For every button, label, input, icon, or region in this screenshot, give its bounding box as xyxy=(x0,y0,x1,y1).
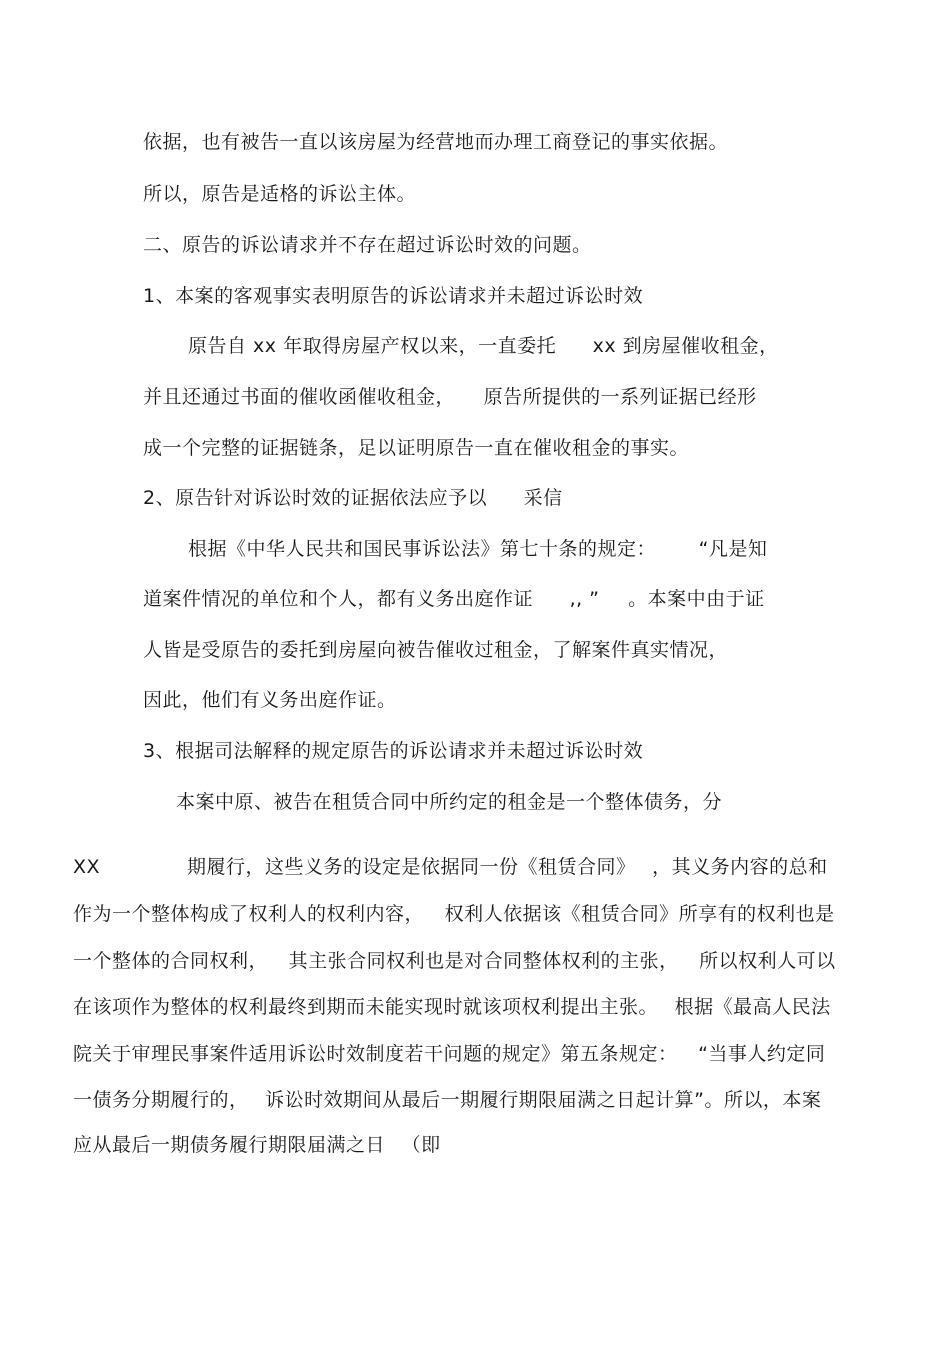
text-segment: 一个整体的合同权利， xyxy=(73,950,269,972)
text-line xyxy=(73,901,835,927)
text-segment: XX xyxy=(73,856,101,878)
text-line xyxy=(143,384,757,410)
text-line xyxy=(73,854,828,880)
section-heading: 二、原告的诉讼请求并不存在超过诉讼时效的问题。 xyxy=(143,234,592,256)
text-segment: （即 xyxy=(401,1134,441,1156)
text-segment: 院关于审理民事案件适用诉讼时效制度若干问题的规定》第五条规定： xyxy=(73,1043,678,1065)
text-segment: 权利人依据该《租赁合同》所享有的权利也是 xyxy=(444,903,835,925)
text-segment: 道案件情况的单位和个人，都有义务出庭作证 xyxy=(143,588,534,610)
text-line xyxy=(73,1132,441,1158)
text-segment: 在该项作为整体的权利最终到期而未能实现时就该项权利提出主张。 xyxy=(73,996,659,1018)
text-segment: 期履行，这些义务的设定是依据同一份《租赁合同》 xyxy=(187,856,636,878)
text-segment: 原告自 xx 年取得房屋产权以来，一直委托 xyxy=(188,335,557,357)
text-segment: 原告所提供的一系列证据已经形 xyxy=(483,386,757,408)
text-segment: 一债务分期履行的， xyxy=(73,1089,249,1111)
text-line: 因此，他们有义务出庭作证。 xyxy=(143,689,397,711)
subsection-heading: 3、根据司法解释的规定原告的诉讼请求并未超过诉讼时效 xyxy=(143,740,644,762)
text-segment: 采信 xyxy=(523,487,563,509)
text-line xyxy=(188,333,779,359)
text-segment: ，其义务内容的总和 xyxy=(652,856,828,878)
text-segment: 并且还通过书面的催收函催收租金， xyxy=(143,386,456,408)
subsection-heading: 1、本案的客观事实表明原告的诉讼请求并未超过诉讼时效 xyxy=(143,285,644,307)
text-line xyxy=(73,948,836,974)
text-line: 依据，也有被告一直以该房屋为经营地而办理工商登记的事实依据。 xyxy=(143,131,729,153)
text-line xyxy=(143,586,765,612)
text-segment: 所以权利人可以 xyxy=(699,950,836,972)
subsection-heading xyxy=(143,485,563,511)
text-segment: 诉讼时效期间从最后一期履行期限届满之日起计算”。所以，本案 xyxy=(265,1089,822,1111)
text-line xyxy=(73,1087,821,1113)
text-line: 人皆是受原告的委托到房屋向被告催收过租金，了解案件真实情况， xyxy=(143,639,729,661)
text-segment: “凡是知 xyxy=(698,538,768,560)
text-line xyxy=(73,1041,825,1067)
text-segment: 作为一个整体构成了权利人的权利内容， xyxy=(73,903,425,925)
text-segment: xx 到房屋催收租金， xyxy=(592,335,779,357)
text-line: 本案中原、被告在租赁合同中所约定的租金是一个整体债务，分 xyxy=(176,791,723,813)
text-segment: 其主张合同权利也是对合同整体权利的主张， xyxy=(288,950,679,972)
text-segment: “当事人约定同 xyxy=(698,1043,826,1065)
text-segment: 2、原告针对诉讼时效的证据依法应予以 xyxy=(143,487,488,509)
text-segment: 根据《最高人民法 xyxy=(674,996,831,1018)
text-segment: ,, ” xyxy=(569,588,600,610)
text-segment: 应从最后一期债务履行期限届满之日 xyxy=(73,1134,386,1156)
text-segment: 。本案中由于证 xyxy=(628,588,765,610)
text-line: 成一个完整的证据链条，足以证明原告一直在催收租金的事实。 xyxy=(143,437,690,459)
text-line xyxy=(188,536,767,562)
text-line: 所以，原告是适格的诉讼主体。 xyxy=(143,183,417,205)
text-segment: 根据《中华人民共和国民事诉讼法》第七十条的规定： xyxy=(188,538,657,560)
text-line xyxy=(73,994,831,1020)
